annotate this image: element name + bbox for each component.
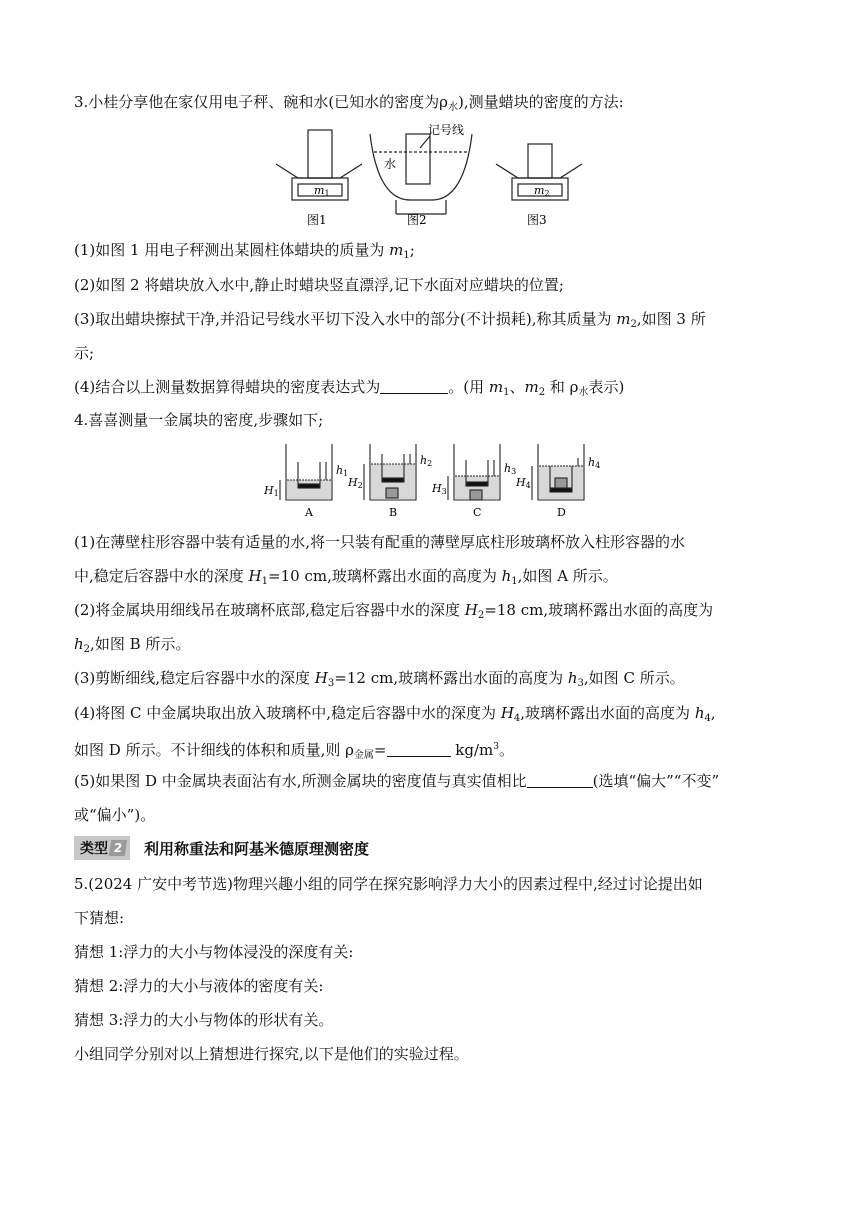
section-header [74,836,369,860]
m1-label: m1 [314,184,330,198]
mark-line-label: 记号线 [428,123,465,137]
figC-label: C [473,506,482,519]
q3-step2: (2)如图 2 将蜡块放入水中,静止时蜡块竖直漂浮,记下水面对应蜡块的位置; [74,276,564,294]
guess-1: 猜想 1:浮力的大小与物体浸没的深度有关: [74,943,354,961]
figD-label: D [557,506,566,519]
q4-step5: (5)如果图 D 中金属块表面沾有水,所测金属块的密度值与真实值相比 (选填“偏大”“不变” [74,772,720,790]
q4-step1: (1)在薄壁柱形容器中装有适量的水,将一只装有配重的薄壁厚底柱形玻璃杯放入柱形容器的水 [74,533,686,551]
fig3-label: 图3 [527,213,547,227]
q5-stem-cont: 下猜想: [74,909,125,927]
q4-step2-cont: $h_2$,如图 B 所示。 [74,635,191,655]
answer-blank[interactable] [380,379,448,394]
H1-label: H1 [264,484,279,498]
H3-label: H3 [432,482,447,496]
figB-label: B [389,506,398,519]
section-tag: 类型 2 [74,836,130,860]
H2-label: H2 [348,476,363,490]
q4-figure [262,436,612,522]
h1-label: h1 [336,464,349,478]
compare-blank[interactable] [527,773,593,788]
section-number: 2 [109,840,127,856]
q3-stem: 3.小桂分享他在家仅用电子秤、碗和水(已知水的密度为$\rho_水$),测量蜡块的密度的方法: [74,93,624,113]
q3-step1: (1)如图 1 用电子秤测出某圆柱体蜡块的质量为 $m_1$; [74,241,415,261]
m2-label: m2 [534,184,550,198]
q4-step1-cont: 中,稳定后容器中水的深度 $H_1=10$ cm,玻璃杯露出水面的高度为 $h_1$,如图 A 所示。 [74,567,618,587]
q5-stem: 5.(2024 广安中考节选)物理兴趣小组的同学在探究影响浮力大小的因素过程中,经过讨论提出如 [74,875,703,893]
q3-step4: (4)结合以上测量数据算得蜡块的密度表达式为 。(用 $m_1$、$m_2$ 和 $\rho_水$表示) [74,378,625,398]
q4-step4-cont: 如图 D 所示。不计细线的体积和质量,则 $\rho_{金属}= kg/m^3$。 [74,741,514,761]
fig1-label: 图1 [307,213,327,227]
water-label: 水 [384,157,397,171]
fig2-label: 图2 [407,213,427,227]
guess-2: 猜想 2:浮力的大小与液体的密度有关: [74,977,324,995]
h4-label: h4 [588,456,601,470]
h3-label: h3 [504,462,517,476]
q4-step5-cont: 或“偏小”)。 [74,806,156,824]
q4-stem: 4.喜喜测量一金属块的密度,步骤如下; [74,411,324,429]
figA-label: A [305,506,313,519]
q4-step3: (3)剪断细线,稳定后容器中水的深度 $H_3=12$ cm,玻璃杯露出水面的高度为 $h_3$,如图 C 所示。 [74,669,685,689]
q3-step3: (3)取出蜡块擦拭干净,并沿记号线水平切下没入水中的部分(不计损耗),称其质量为 $m_2$,如图 3 所 [74,310,706,330]
q3-figure [270,120,590,232]
q4-step2: (2)将金属块用细线吊在玻璃杯底部,稳定后容器中水的深度 $H_2=18$ cm,玻璃杯露出水面的高度为 [74,601,714,621]
q3-step3-cont: 示; [74,344,95,362]
q4-step4: (4)将图 C 中金属块取出放入玻璃杯中,稳定后容器中水的深度为 $H_4$,玻璃杯露出水面的高度为 $h_4$, [74,704,716,724]
H4-label: H4 [516,476,531,490]
section-title: 利用称重法和阿基米德原理测密度 [144,839,370,858]
q5-process: 小组同学分别对以上猜想进行探究,以下是他们的实验过程。 [74,1045,469,1063]
h2-label: h2 [420,454,433,468]
guess-3: 猜想 3:浮力的大小与物体的形状有关。 [74,1011,334,1029]
density-blank[interactable] [387,742,451,757]
